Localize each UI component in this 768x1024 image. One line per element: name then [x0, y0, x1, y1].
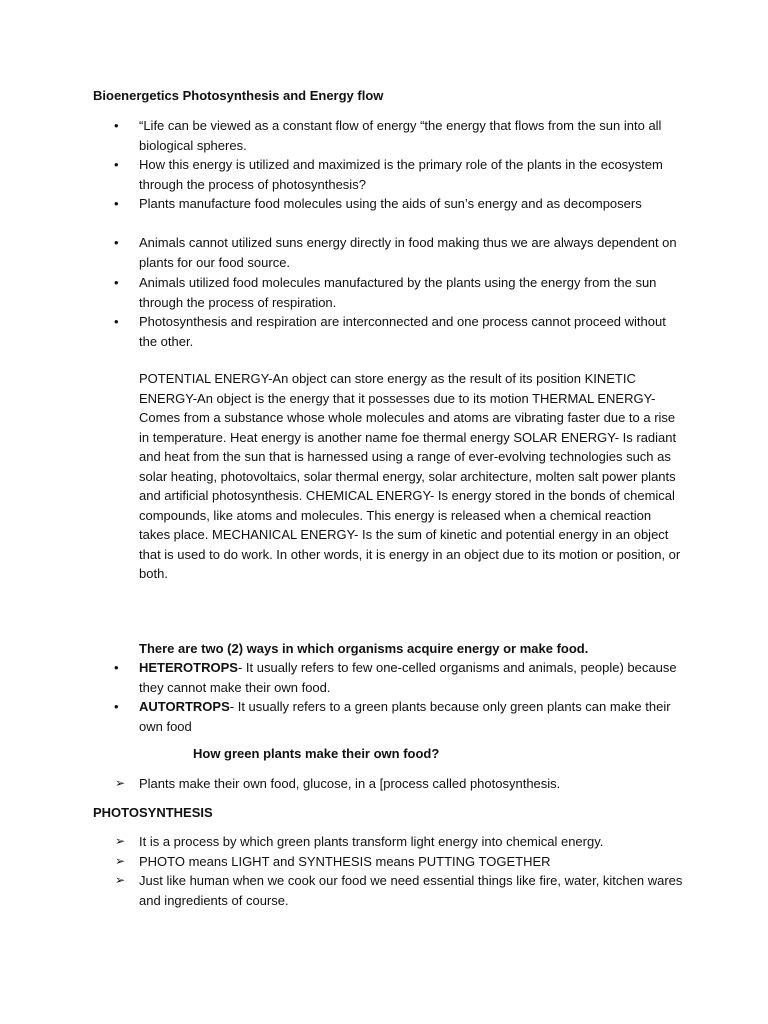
photosynthesis-point: PHOTO means LIGHT and SYNTHESIS means PUTTING TOGETHER — [139, 854, 551, 869]
photosynthesis-point: Just like human when we cook our food we need essential things like fire, water, kitchen wares and ingredients of course. — [139, 873, 683, 908]
organism-description: - It usually refers to few one-celled organisms and animals, people) because they cannot make their own food. — [139, 660, 677, 695]
bullet-icon: • — [114, 660, 119, 675]
bullet-icon: • — [114, 235, 119, 250]
question-heading: How green plants make their own food? — [193, 746, 440, 761]
arrow-bullet-icon: ➢ — [115, 854, 126, 868]
section-title-photosynthesis: PHOTOSYNTHESIS — [93, 805, 213, 820]
energy-definitions-paragraph: POTENTIAL ENERGY-An object can store energy as the result of its position KINETIC ENERGY-An object is the energy that it possesses due to its motion THERMAL ENERGY- Comes from a substance whose whole molecules and atoms are vibrating faster due to a rise in temperature. Heat energy is another name foe thermal energy SOLAR ENERGY- Is radiant and heat from the sun that is harnessed using a range of ever-evolving technologies such as solar heating, photovoltaics, solar thermal energy, solar architecture, molten salt power plants and artificial photosynthesis. CHEMICAL ENERGY- Is energy stored in the bonds of chemical compounds, like atoms and molecules. This energy is released when a chemical reaction takes place. MECHANICAL ENERGY- Is the sum of kinetic and potential energy in an object that is used to do work. In other words, it is energy in an object due to its motion or position, or both. — [139, 371, 681, 581]
bullet-item: Animals utilized food molecules manufactured by the plants using the energy from the sun through the process of respiration. — [139, 275, 657, 310]
arrow-bullet-icon: ➢ — [115, 834, 126, 848]
bullet-item: How this energy is utilized and maximized is the primary role of the plants in the ecosystem through the process of photosynthesis? — [139, 157, 663, 192]
arrow-item: Plants make their own food, glucose, in a [process called photosynthesis. — [139, 776, 561, 791]
bullet-icon: • — [114, 157, 119, 172]
bullet-icon: • — [114, 275, 119, 290]
bullet-icon: • — [114, 314, 119, 329]
organism-term: HETEROTROPS — [139, 660, 238, 675]
organism-type-item — [139, 658, 684, 697]
bullet-icon: • — [114, 699, 119, 714]
bullet-icon: • — [114, 196, 119, 211]
arrow-bullet-icon: ➢ — [115, 776, 126, 790]
photosynthesis-point: It is a process by which green plants transform light energy into chemical energy. — [139, 834, 604, 849]
bullet-item: Photosynthesis and respiration are interconnected and one process cannot proceed without the other. — [139, 314, 666, 349]
organism-term: AUTORTROPS — [139, 699, 230, 714]
bullet-icon: • — [114, 118, 119, 133]
bullet-item: Animals cannot utilized suns energy directly in food making thus we are always dependent on plants for our food source. — [139, 235, 677, 270]
organism-type-item — [139, 697, 684, 736]
bullet-item: “Life can be viewed as a constant flow of energy “the energy that flows from the sun into all biological spheres. — [139, 118, 662, 153]
bullet-item: Plants manufacture food molecules using the aids of sun’s energy and as decomposers — [139, 196, 642, 211]
organism-description: - It usually refers to a green plants because only green plants can make their own food — [139, 699, 671, 734]
document-title: Bioenergetics Photosynthesis and Energy flow — [93, 88, 384, 103]
arrow-bullet-icon: ➢ — [115, 873, 126, 887]
ways-heading: There are two (2) ways in which organisms acquire energy or make food. — [139, 641, 589, 656]
